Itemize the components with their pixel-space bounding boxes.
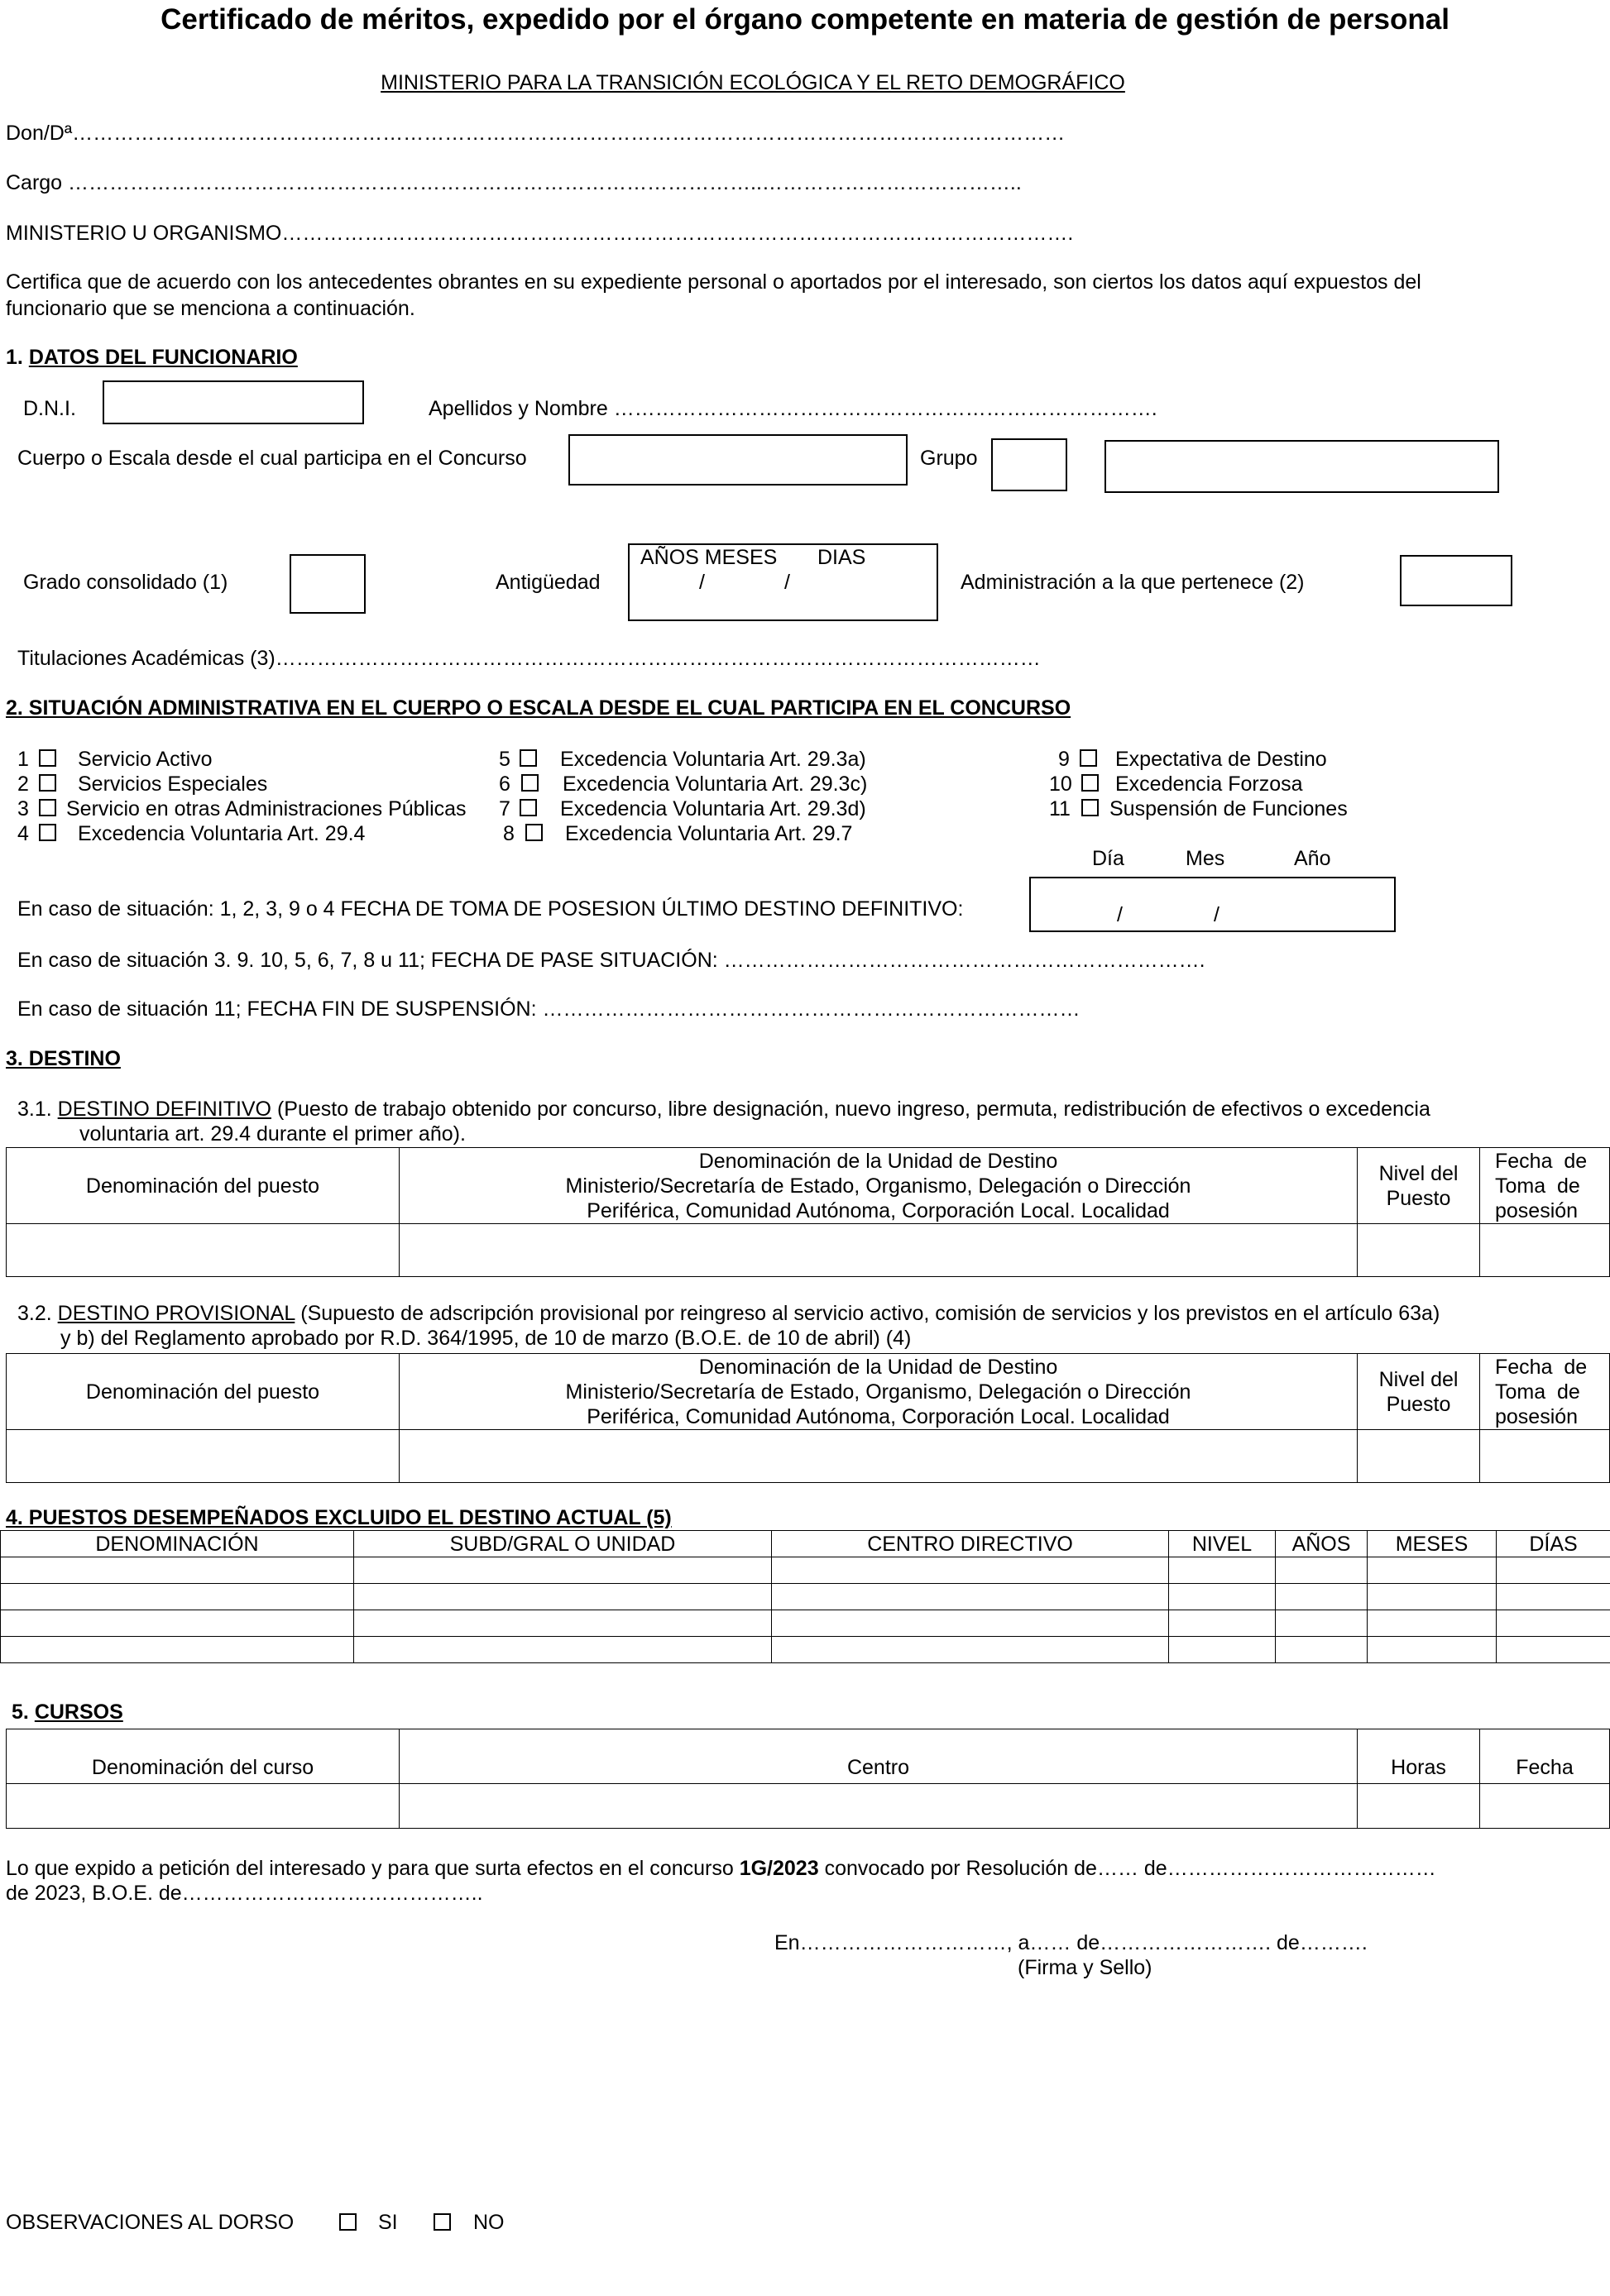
table-cell[interactable]	[1, 1584, 354, 1610]
observaciones-no-checkbox[interactable]	[434, 2213, 451, 2231]
table-cell[interactable]	[772, 1557, 1169, 1584]
destino-provisional-desc-cont: y b) del Reglamento aprobado por R.D. 364/1995, de 10 de marzo (B.O.E. de 10 de abril) (4)	[60, 1327, 912, 1350]
option-label: Excedencia Voluntaria Art. 29.3a)	[560, 748, 866, 771]
option-number: 10	[1049, 773, 1072, 796]
table-row	[1, 1584, 1610, 1610]
table-cell[interactable]	[1497, 1557, 1610, 1584]
col-header-unidad	[400, 1148, 1358, 1224]
table-cell[interactable]	[1368, 1610, 1497, 1637]
col-header: Denominación del curso	[7, 1729, 400, 1784]
option-checkbox-11[interactable]	[1081, 799, 1099, 816]
table-cell[interactable]	[1480, 1784, 1610, 1829]
option-checkbox-6[interactable]	[521, 774, 539, 792]
grupo-label: Grupo	[920, 447, 978, 470]
unidad-header-line: Periférica, Comunidad Autónoma, Corporación Local. Localidad	[587, 1198, 1170, 1222]
cursos-table	[6, 1729, 1610, 1829]
date-header-ano: Año	[1294, 847, 1331, 870]
destino-provisional-number: 3.2.	[17, 1302, 52, 1325]
option-number: 4	[17, 822, 29, 845]
option-number: 9	[1058, 748, 1070, 771]
table-cell[interactable]	[7, 1430, 400, 1483]
table-cell[interactable]	[1358, 1784, 1480, 1829]
table-cell[interactable]	[1169, 1584, 1276, 1610]
destino-definitivo-title: DESTINO DEFINITIVO	[57, 1098, 272, 1121]
certifica-text-line2: funcionario que se menciona a continuación.	[6, 297, 415, 320]
col-header-puesto: Denominación del puesto	[7, 1354, 400, 1430]
ministerio-field[interactable]: MINISTERIO U ORGANISMO…………………………………………………………………………………………………….	[6, 222, 1074, 245]
destino-definitivo-table	[6, 1147, 1610, 1277]
unidad-header-line: Denominación de la Unidad de Destino	[698, 1355, 1058, 1379]
option-checkbox-7[interactable]	[520, 799, 537, 816]
option-label: Excedencia Voluntaria Art. 29.4	[78, 822, 366, 845]
table-row	[7, 1430, 1610, 1483]
table-cell[interactable]	[1, 1557, 354, 1584]
observaciones-si-label: SI	[378, 2211, 398, 2234]
option-checkbox-4[interactable]	[39, 824, 56, 841]
fecha-header-line: Fecha de	[1495, 1355, 1588, 1379]
concurso-code: 1G/2023	[739, 1857, 819, 1880]
table-cell[interactable]	[400, 1784, 1358, 1829]
section3-title: 3. DESTINO	[6, 1047, 121, 1070]
firma-sello-label: (Firma y Sello)	[1018, 1956, 1152, 1979]
certifica-text-line1: Certifica que de acuerdo con los antecedentes obrantes en su expediente personal o aportados por el interesado, son ciertos los datos aquí expuestos del	[6, 270, 1421, 294]
table-row	[7, 1784, 1610, 1829]
option-label: Servicios Especiales	[78, 773, 268, 796]
nivel-header-line: Puesto	[1386, 1392, 1451, 1416]
table-cell[interactable]	[354, 1557, 772, 1584]
option-checkbox-3[interactable]	[39, 799, 56, 816]
col-header: NIVEL	[1169, 1531, 1276, 1557]
col-header: SUBD/GRAL O UNIDAD	[354, 1531, 772, 1557]
date-separator: /	[1117, 903, 1123, 926]
col-header-fecha	[1480, 1148, 1610, 1224]
table-cell[interactable]	[772, 1584, 1169, 1610]
col-header: DENOMINACIÓN	[1, 1531, 354, 1557]
expido-text-b: convocado por Resolución de…… de…………………………………	[818, 1857, 1436, 1880]
page-title: Certificado de méritos, expedido por el órgano competente en materia de gestión de personal	[161, 3, 1449, 36]
option-label: Suspensión de Funciones	[1109, 797, 1348, 820]
section1-number: 1.	[6, 346, 23, 369]
table-cell[interactable]	[354, 1637, 772, 1663]
unidad-header-line: Ministerio/Secretaría de Estado, Organismo, Delegación o Dirección	[565, 1380, 1191, 1404]
table-cell[interactable]	[7, 1784, 400, 1829]
section5-heading	[12, 1700, 123, 1724]
option-number: 2	[17, 773, 29, 796]
cargo-field[interactable]: Cargo ………………………………………………………………………………………..………………………………..	[6, 171, 1022, 194]
section5-title: CURSOS	[34, 1700, 123, 1724]
option-number: 7	[499, 797, 510, 820]
option-checkbox-5[interactable]	[520, 749, 537, 767]
option-label: Servicio en otras Administraciones Públicas	[66, 797, 467, 820]
fecha-header-line: posesión	[1495, 1198, 1579, 1222]
option-number: 1	[17, 748, 29, 771]
toma-posesion-date-input[interactable]	[1029, 877, 1396, 932]
fecha-header-line: Fecha de	[1495, 1149, 1588, 1173]
table-cell[interactable]	[400, 1224, 1358, 1277]
col-header-fecha	[1480, 1354, 1610, 1430]
table-cell[interactable]	[7, 1224, 400, 1277]
option-number: 8	[503, 822, 515, 845]
cuerpo-input[interactable]	[568, 434, 908, 486]
table-row	[1, 1557, 1610, 1584]
option-number: 11	[1049, 797, 1071, 820]
section1-title: DATOS DEL FUNCIONARIO	[28, 346, 298, 369]
table-cell[interactable]	[1, 1610, 354, 1637]
option-label: Servicio Activo	[78, 748, 213, 771]
col-header: Centro	[400, 1729, 1358, 1784]
date-header-mes: Mes	[1186, 847, 1225, 870]
administracion-label: Administración a la que pertenece (2)	[961, 571, 1305, 594]
col-header: AÑOS	[1276, 1531, 1368, 1557]
table-cell[interactable]	[1480, 1430, 1610, 1483]
table-cell[interactable]	[1276, 1557, 1368, 1584]
table-cell[interactable]	[1480, 1224, 1610, 1277]
grado-label: Grado consolidado (1)	[23, 571, 228, 594]
table-cell[interactable]	[1368, 1637, 1497, 1663]
nivel-header-line: Nivel del	[1378, 1367, 1459, 1391]
table-cell[interactable]	[1497, 1610, 1610, 1637]
toma-posesion-label: En caso de situación: 1, 2, 3, 9 o 4 FECHA DE TOMA DE POSESION ÚLTIMO DESTINO DEFINITIVO:	[17, 897, 964, 921]
fecha-header-line: Toma de	[1495, 1174, 1580, 1198]
puestos-table	[0, 1530, 1610, 1663]
expido-text-line2: de 2023, B.O.E. de……………………………………..	[6, 1882, 483, 1905]
table-cell[interactable]	[400, 1430, 1358, 1483]
observaciones-no-label: NO	[473, 2211, 505, 2234]
unidad-header-line: Ministerio/Secretaría de Estado, Organismo, Delegación o Dirección	[565, 1174, 1191, 1198]
destino-definitivo-desc: (Puesto de trabajo obtenido por concurso, libre designación, nuevo ingreso, permuta, redistribución de efectivos o excedencia	[276, 1098, 1430, 1121]
date-header-dia: Día	[1092, 847, 1124, 870]
fecha-header-line: posesión	[1495, 1404, 1579, 1428]
option-checkbox-10[interactable]	[1081, 774, 1099, 792]
nivel-header-line: Puesto	[1386, 1186, 1451, 1210]
antiguedad-separator: /	[784, 571, 790, 594]
dni-label: D.N.I.	[23, 397, 76, 420]
grupo-input[interactable]	[991, 438, 1067, 491]
table-cell[interactable]	[1276, 1637, 1368, 1663]
destino-provisional-title: DESTINO PROVISIONAL	[57, 1302, 295, 1325]
option-checkbox-9[interactable]	[1080, 749, 1097, 767]
option-label: Excedencia Voluntaria Art. 29.3d)	[560, 797, 866, 820]
fin-suspension-field[interactable]: En caso de situación 11; FECHA FIN DE SUSPENSIÓN: ……………………………………………………………………	[17, 997, 1081, 1021]
option-checkbox-8[interactable]	[525, 824, 543, 841]
col-header: DÍAS	[1497, 1531, 1610, 1557]
table-cell[interactable]	[1, 1637, 354, 1663]
table-row	[7, 1224, 1610, 1277]
section1-heading	[6, 346, 298, 370]
option-label: Excedencia Voluntaria Art. 29.3c)	[563, 773, 868, 796]
table-cell[interactable]	[772, 1637, 1169, 1663]
table-cell[interactable]	[1368, 1584, 1497, 1610]
table-cell[interactable]	[1497, 1584, 1610, 1610]
expido-text-a: Lo que expido a petición del interesado y para que surta efectos en el concurso	[6, 1857, 740, 1880]
date-separator: /	[1214, 903, 1219, 926]
option-label: Expectativa de Destino	[1115, 748, 1327, 771]
table-cell[interactable]	[1368, 1557, 1497, 1584]
section4-title: 4. PUESTOS DESEMPEÑADOS EXCLUIDO EL DESTINO ACTUAL (5)	[6, 1506, 672, 1529]
destino-provisional-heading	[17, 1302, 1440, 1326]
grupo-extra-input[interactable]	[1104, 440, 1499, 493]
table-cell[interactable]	[1276, 1610, 1368, 1637]
destino-provisional-desc: (Supuesto de adscripción provisional por reingreso al servicio activo, comisión de servicios y los previstos en el artículo 63a)	[300, 1302, 1440, 1325]
table-cell[interactable]	[1358, 1430, 1480, 1483]
option-number: 5	[499, 748, 510, 771]
table-cell[interactable]	[354, 1610, 772, 1637]
col-header: Horas	[1358, 1729, 1480, 1784]
table-cell[interactable]	[1169, 1637, 1276, 1663]
section2-title: 2. SITUACIÓN ADMINISTRATIVA EN EL CUERPO O ESCALA DESDE EL CUAL PARTICIPA EN EL CONCURSO	[6, 696, 1071, 720]
table-cell[interactable]	[1169, 1610, 1276, 1637]
cuerpo-label: Cuerpo o Escala desde el cual participa en el Concurso	[17, 447, 527, 470]
observaciones-label: OBSERVACIONES AL DORSO	[6, 2211, 295, 2234]
col-header-nivel	[1358, 1354, 1480, 1430]
table-cell[interactable]	[1358, 1224, 1480, 1277]
option-checkbox-1[interactable]	[39, 749, 56, 767]
table-cell[interactable]	[1497, 1637, 1610, 1663]
col-header-nivel	[1358, 1148, 1480, 1224]
grado-input[interactable]	[290, 554, 366, 614]
section5-number: 5.	[12, 1700, 29, 1724]
antiguedad-heading: AÑOS MESES DIAS	[640, 546, 866, 569]
table-row	[1, 1637, 1610, 1663]
unidad-header-line: Denominación de la Unidad de Destino	[698, 1149, 1058, 1173]
table-cell[interactable]	[1169, 1557, 1276, 1584]
option-checkbox-2[interactable]	[39, 774, 56, 792]
dni-input[interactable]	[103, 380, 364, 424]
table-row	[1, 1610, 1610, 1637]
option-number: 6	[499, 773, 510, 796]
col-header: Fecha	[1480, 1729, 1610, 1784]
option-number: 3	[17, 797, 29, 820]
lugar-fecha-field[interactable]: En…………………………, a…… de……………………. de……….	[774, 1931, 1368, 1954]
titulaciones-field[interactable]: Titulaciones Académicas (3)…………………………………………………………………………………………………	[17, 647, 1041, 670]
table-cell[interactable]	[1276, 1584, 1368, 1610]
unidad-header-line: Periférica, Comunidad Autónoma, Corporación Local. Localidad	[587, 1404, 1170, 1428]
destino-definitivo-heading	[17, 1098, 1430, 1122]
observaciones-si-checkbox[interactable]	[339, 2213, 357, 2231]
antiguedad-separator: /	[699, 571, 705, 594]
col-header-unidad	[400, 1354, 1358, 1430]
expido-text-line1	[6, 1857, 1436, 1881]
administracion-input[interactable]	[1400, 555, 1512, 606]
table-cell[interactable]	[772, 1610, 1169, 1637]
antiguedad-label: Antigüedad	[496, 571, 601, 594]
destino-provisional-table	[6, 1353, 1610, 1483]
col-header: CENTRO DIRECTIVO	[772, 1531, 1169, 1557]
pase-situacion-field[interactable]: En caso de situación 3. 9. 10, 5, 6, 7, 8 u 11; FECHA DE PASE SITUACIÓN: …………………………………………………………….	[17, 949, 1205, 972]
apellidos-field[interactable]: Apellidos y Nombre …………………………………………………………………….	[429, 397, 1157, 420]
option-label: Excedencia Voluntaria Art. 29.7	[565, 822, 853, 845]
nivel-header-line: Nivel del	[1378, 1161, 1459, 1185]
col-header-puesto: Denominación del puesto	[7, 1148, 400, 1224]
col-header: MESES	[1368, 1531, 1497, 1557]
table-cell[interactable]	[354, 1584, 772, 1610]
destino-definitivo-number: 3.1.	[17, 1098, 52, 1121]
fecha-header-line: Toma de	[1495, 1380, 1580, 1404]
destino-definitivo-desc-cont: voluntaria art. 29.4 durante el primer año).	[79, 1122, 466, 1146]
option-label: Excedencia Forzosa	[1115, 773, 1303, 796]
ministry-name: MINISTERIO PARA LA TRANSICIÓN ECOLÓGICA Y EL RETO DEMOGRÁFICO	[381, 71, 1125, 94]
don-field[interactable]: Don/Dª………………………………………………………………………………………………………………………………	[6, 122, 1066, 145]
